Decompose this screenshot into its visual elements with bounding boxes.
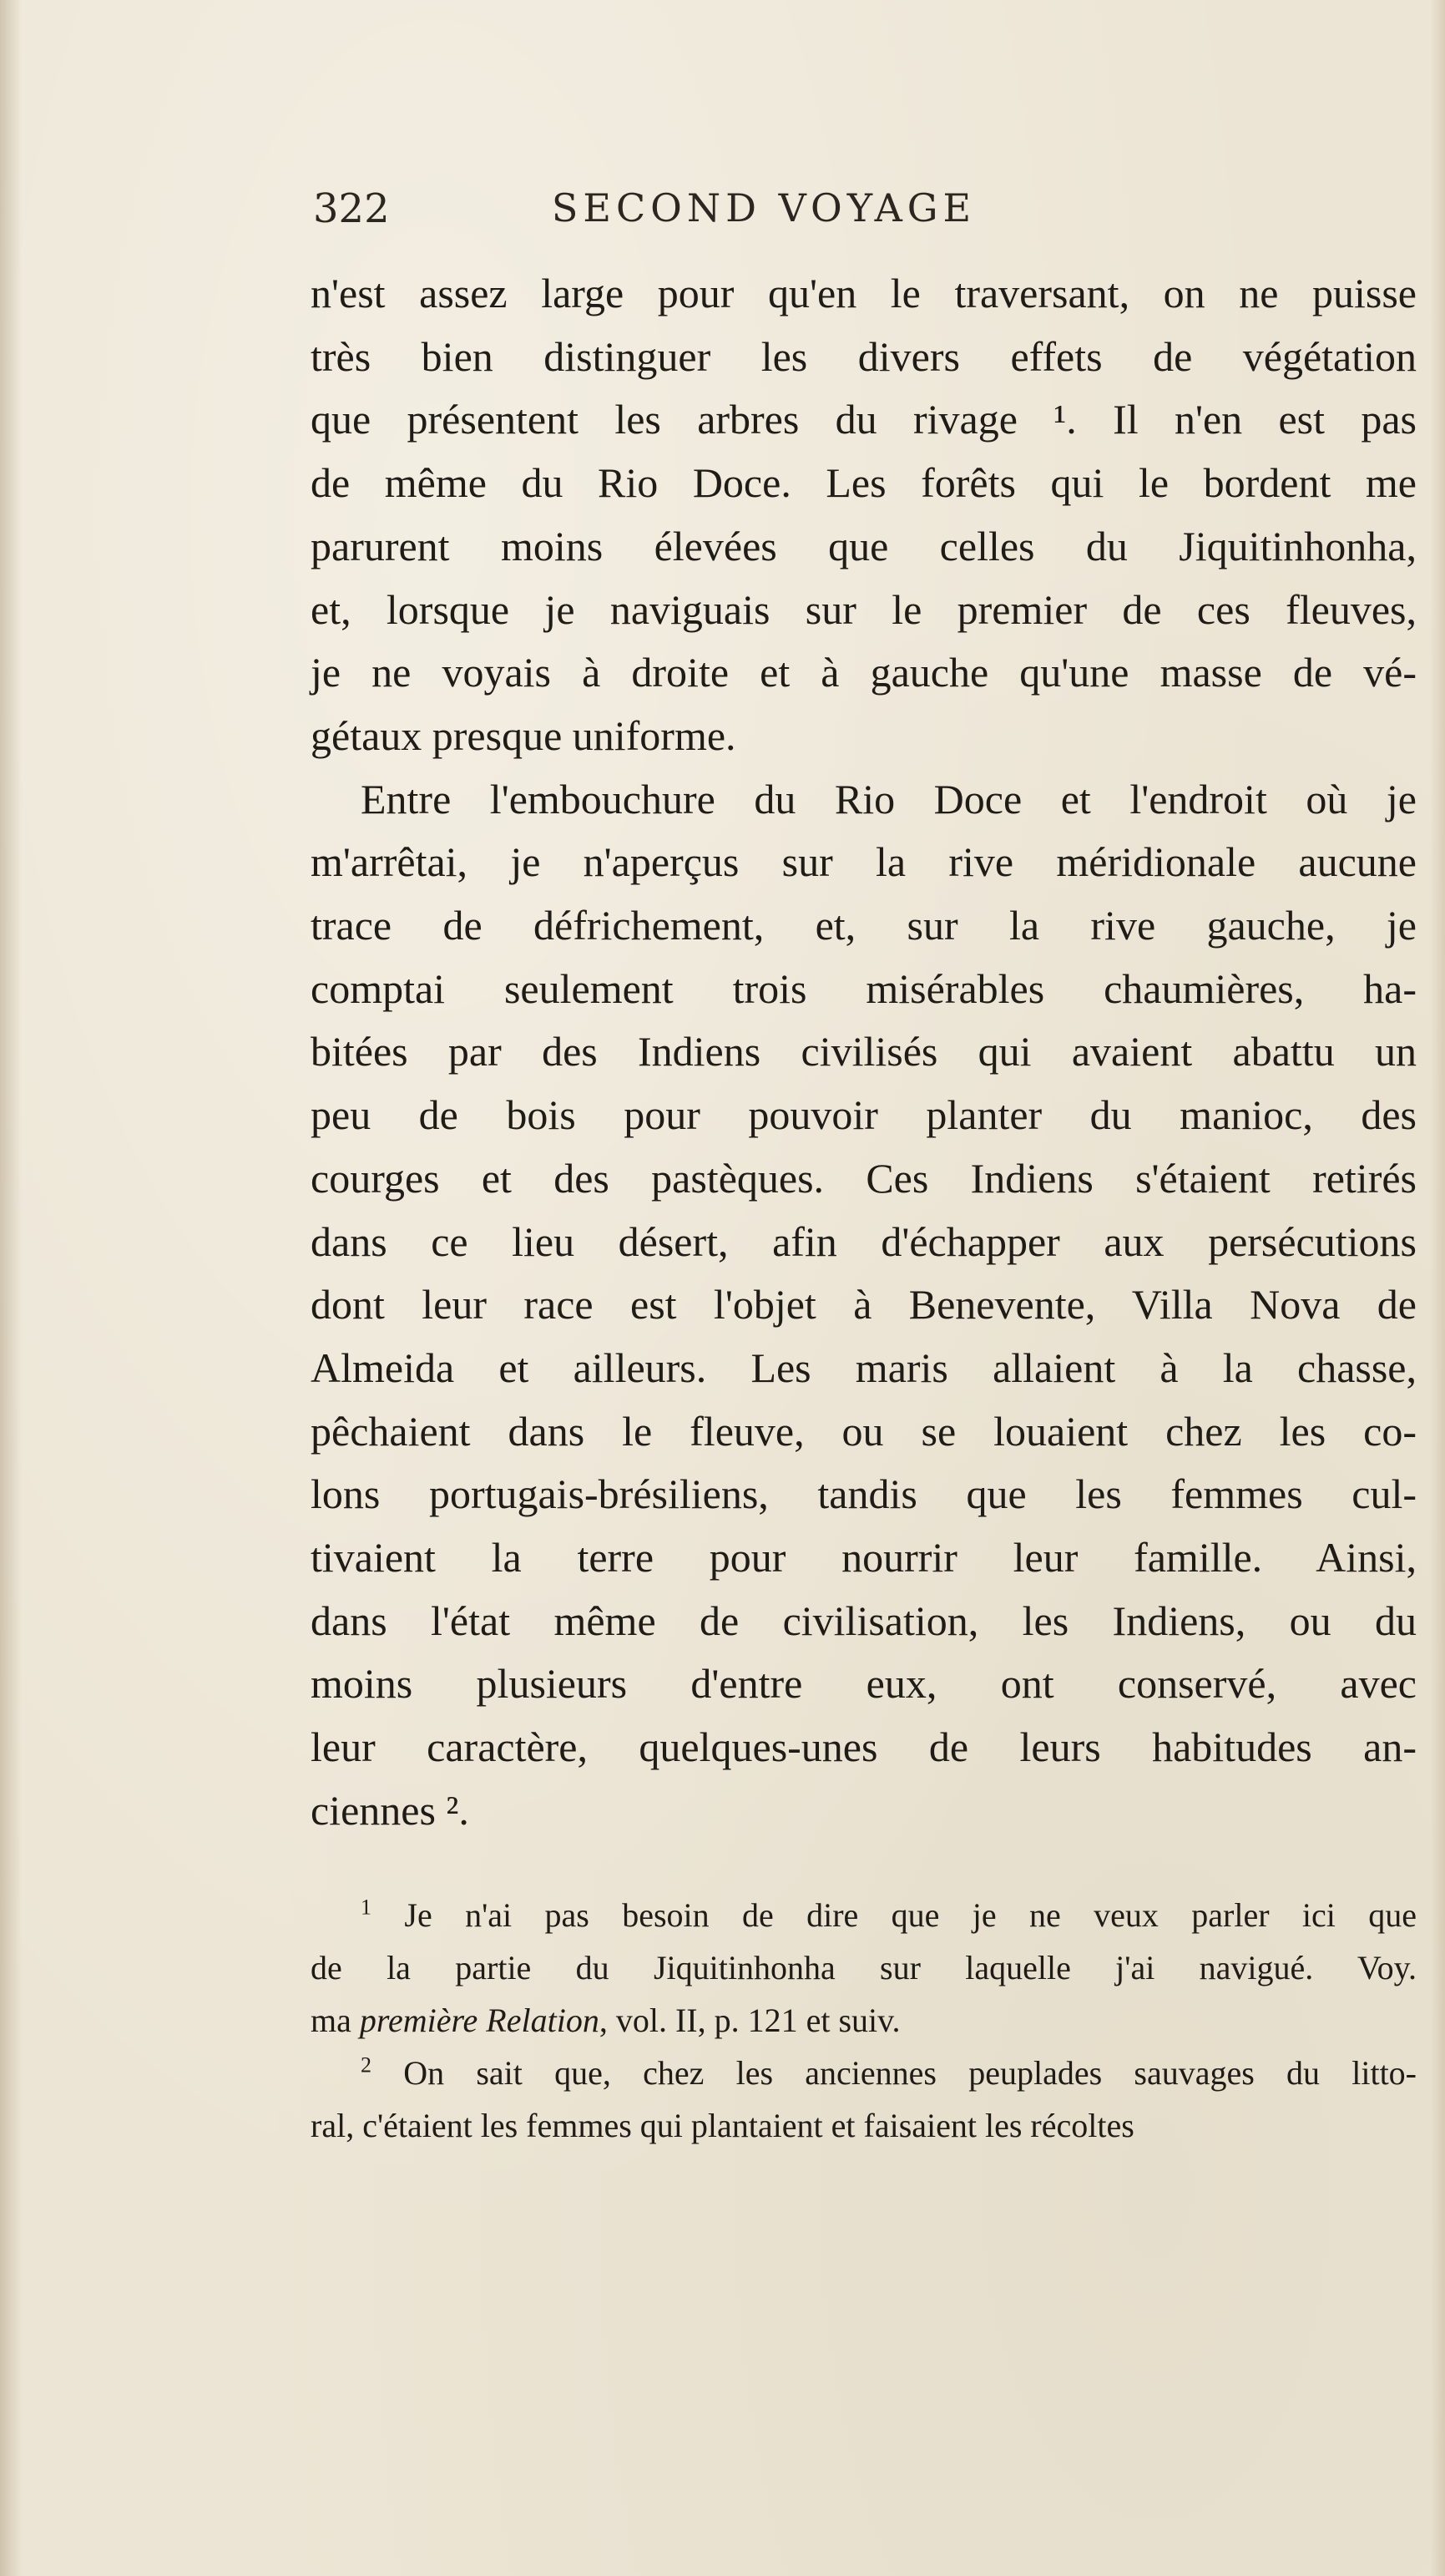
text-line: courges et des pastèques. Ces Indiens s'étaient retirés <box>311 1154 1417 1202</box>
text-line: peu de bois pour pouvoir planter du manioc, des <box>311 1091 1417 1139</box>
footnotes <box>311 1889 1417 2152</box>
running-head: SECOND VOYAGE <box>551 185 977 230</box>
footnote-marker: 2 <box>361 2052 371 2078</box>
text-line: lons portugais-brésiliens, tandis que les femmes cul- <box>311 1470 1417 1518</box>
text-line: que présentent les arbres du rivage ¹. Il n'en est pas <box>311 396 1417 443</box>
main-text <box>311 262 1417 1843</box>
text-line: de même du Rio Doce. Les forêts qui le bordent me <box>311 459 1417 507</box>
footnote-text: Je n'ai pas besoin de dire que je ne veux parler ici que <box>404 1896 1417 1934</box>
text-line: n'est assez large pour qu'en le traversant, on ne puisse <box>311 270 1417 316</box>
footnote-marker: 1 <box>361 1895 371 1920</box>
footnote-text: , vol. II, p. 121 et suiv. <box>599 2002 901 2039</box>
footnote-1-line <box>311 1889 1417 1941</box>
text-line: m'arrêtai, je n'aperçus sur la rive méridionale aucune <box>311 838 1417 886</box>
text-line: bitées par des Indiens civilisés qui avaient abattu un <box>311 1028 1417 1075</box>
page-header <box>313 185 1114 244</box>
text-line: Entre l'embouchure du Rio Doce et l'endroit où je <box>361 775 1417 822</box>
page-number: 322 <box>313 185 390 232</box>
text-line: et, lorsque je naviguais sur le premier de ces fleuves, <box>311 585 1417 633</box>
text-line: tivaient la terre pour nourrir leur famille. Ainsi, <box>311 1534 1417 1582</box>
footnote-italic-title: première Relation <box>359 2002 599 2039</box>
text-line: comptai seulement trois misérables chaumières, ha- <box>311 964 1417 1012</box>
text-line: dans ce lieu désert, afin d'échapper aux persécutions <box>311 1217 1417 1265</box>
footnote-2-line <box>311 2047 1417 2099</box>
text-line: dans l'état même de civilisation, les Indiens, ou du <box>311 1597 1417 1644</box>
text-line: moins plusieurs d'entre eux, ont conservé, avec <box>311 1660 1417 1708</box>
text-line: gétaux presque uniforme. <box>311 711 736 759</box>
text-line: je ne voyais à droite et à gauche qu'une masse de vé- <box>311 649 1417 696</box>
footnote-2-line: ral, c'étaient les femmes qui plantaient et faisaient les récoltes <box>311 2107 1134 2144</box>
text-line: Almeida et ailleurs. Les maris allaient à la chasse, <box>311 1344 1417 1391</box>
text-line: leur caractère, quelques-unes de leurs habitudes an- <box>311 1723 1417 1771</box>
footnote-text: ma <box>311 2002 360 2039</box>
text-line: très bien distinguer les divers effets de végétation <box>311 332 1417 380</box>
footnote-text: On sait que, chez les anciennes peuplades sauvages du litto- <box>403 2054 1417 2092</box>
text-line: pêchaient dans le fleuve, ou se louaient chez les co- <box>311 1407 1417 1455</box>
footnote-1-line <box>311 1994 1417 2047</box>
text-line: ciennes ². <box>311 1786 469 1834</box>
text-line: parurent moins élevées que celles du Jiquitinhonha, <box>311 522 1417 569</box>
text-line: dont leur race est l'objet à Benevente, Villa Nova de <box>311 1281 1417 1328</box>
paragraph-start-line <box>311 768 1417 832</box>
footnote-1-line: de la partie du Jiquitinhonha sur laquelle j'ai navigué. Voy. <box>311 1949 1417 1986</box>
text-line: trace de défrichement, et, sur la rive gauche, je <box>311 902 1417 949</box>
